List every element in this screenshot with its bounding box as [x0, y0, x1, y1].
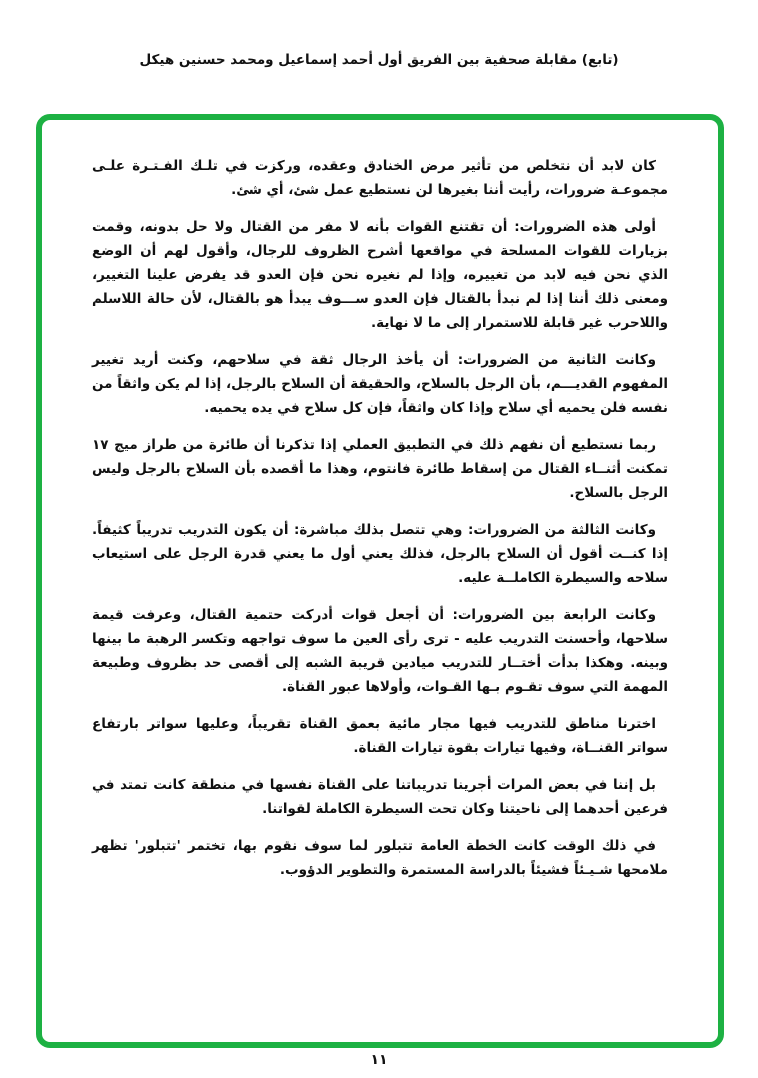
paragraph: وكانت الرابعة بين الضرورات: أن أجعل قوات أدركت حتمية القتال، وعرفت قيمة سلاحها، وأحسنت التدريب عليه - ترى رأى العين ما سوف تواجهه وتكسر الرهبة ما بينها وبينه. وهكذا بدأت أختــار للتدريب ميادين قريبة الشبه إلى أقصى حد بظروف وطبيعة المهمة التي سوف تقـوم بـها القـوات، وأولاها عبور القناة.: [92, 607, 668, 695]
paragraph: أولى هذه الضرورات: أن تقتنع القوات بأنه لا مفر من القتال ولا حل بدونه، وقمت بزيارات للقوات المسلحة في مواقعها أشرح الظروف للرجال، وأقول لهم أن الوضع الذي نحن فيه لابد من تغييره، وإذا لم نغيره نحن فإن العدو قد يفرض علينا التغيير، ومعنى ذلك أننا إذا لم نبدأ بالقتال فإن العدو ســـوف يبدأ هو بالقتال، لأن حالة اللاسلم واللاحرب غير قابلة للاستمرار إلى ما لا نهاية.: [92, 219, 668, 331]
content-body: [42, 120, 718, 882]
paragraph: كان لابد أن نتخلص من تأثير مرض الخنادق وعقده، وركزت في تلـك الفـتـرة علـى مجموعـة ضرورات، رأيت أننا بغيرها لن نستطيع عمل شئ، أي شئ.: [92, 158, 668, 198]
paragraph: في ذلك الوقت كانت الخطة العامة تتبلور لما سوف نقوم بها، تختمر 'تتبلور' تظهر ملامحها شـيـئاً فشيئاً بالدراسة المستمرة والتطوير الدؤوب.: [92, 838, 668, 878]
page-number: ١١: [370, 1052, 388, 1068]
page-header: (تابع) مقابلة صحفية بين الفريق أول أحمد إسماعيل ومحمد حسنين هيكل: [139, 52, 619, 68]
paragraph: بل إننا في بعض المرات أجرينا تدريباتنا على القناة نفسها في منطقة كانت تمتد في فرعين أحدهما إلى ناحيتنا وكان تحت السيطرة الكاملة لقواتنا.: [92, 777, 668, 817]
content-frame: [36, 114, 724, 1048]
paragraph: وكانت الثانية من الضرورات: أن يأخذ الرجال ثقة في سلاحهم، وكنت أريد تغيير المفهوم القديـــم، بأن الرجل بالسلاح، والحقيقة أن السلاح بالرجل، إذا لم يكن واثقاً من نفسه فلن يحميه أي سلاح وإذا كان واثقاً، فإن كل سلاح في يده يحميه.: [92, 352, 668, 416]
paragraph: اخترنا مناطق للتدريب فيها مجار مائية بعمق القناة تقريباً، وعليها سواتر بارتفاع سواتر القنــاة، وفيها تيارات بقوة تيارات القناة.: [92, 716, 668, 756]
paragraph: وكانت الثالثة من الضرورات: وهي تتصل بذلك مباشرة: أن يكون التدريب تدريباً كثيفاً. إذا كنــت أقول أن السلاح بالرجل، فذلك يعني أول ما يعني قدرة الرجل على استيعاب سلاحه والسيطرة الكاملــة عليه.: [92, 522, 668, 586]
paragraph: ربما نستطيع أن نفهم ذلك في التطبيق العملي إذا تذكرنا أن طائرة من طراز ميج ١٧ تمكنت أثنــاء القتال من إسقاط طائرة فانتوم، وهذا ما أقصده بأن السلاح بالرجل وليس الرجل بالسلاح.: [92, 437, 668, 501]
